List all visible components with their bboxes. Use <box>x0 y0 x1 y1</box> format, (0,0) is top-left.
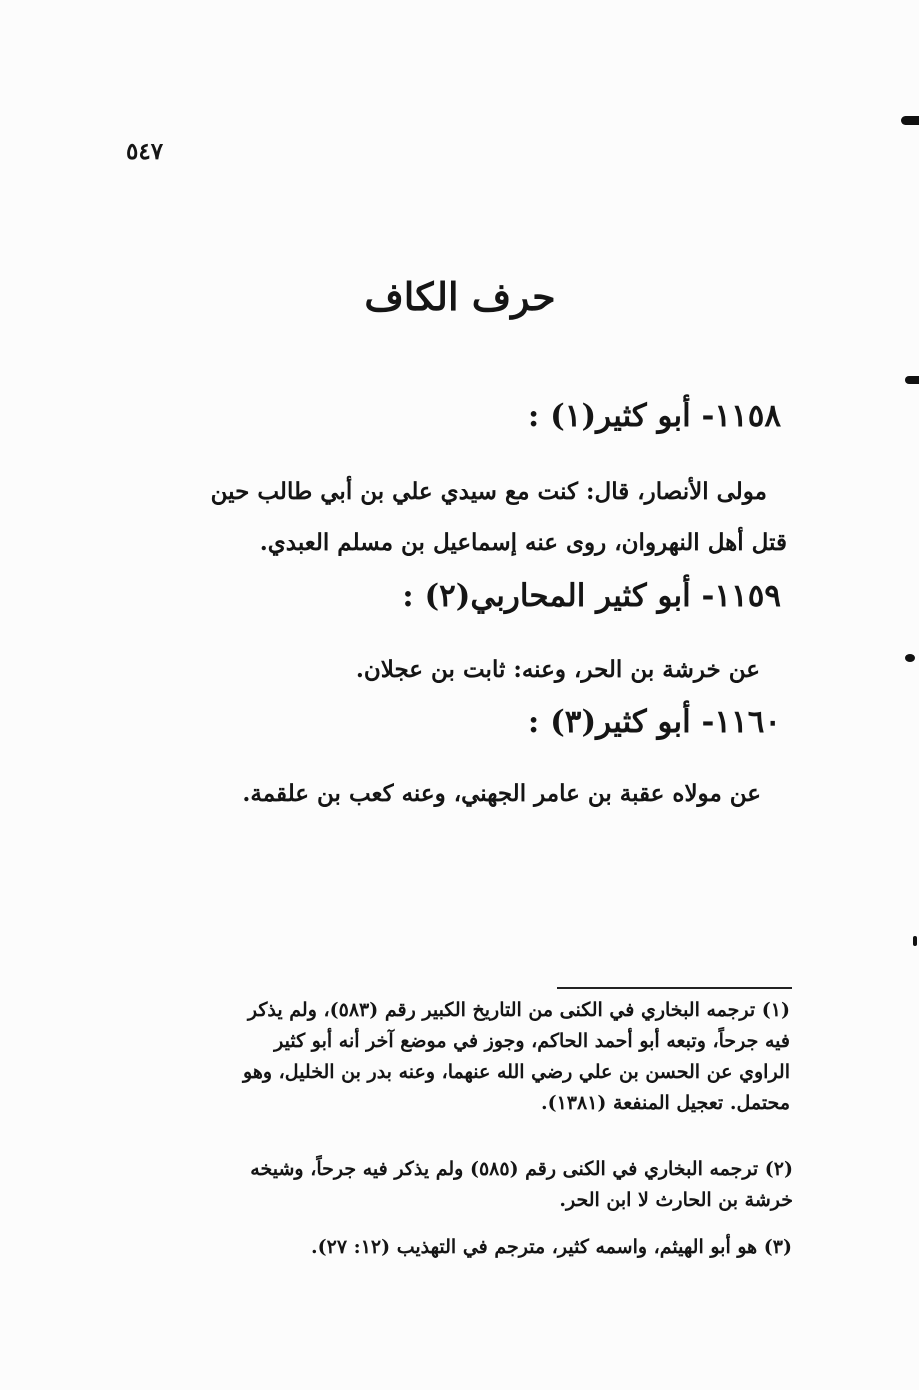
entry-1160-line-1: عن مولاه عقبة بن عامر الجهني، وعنه كعب بن علقمة. <box>242 780 761 807</box>
entry-heading-1158: ١١٥٨- أبو كثير(١) : <box>527 398 781 434</box>
right-margin-mark <box>901 116 919 125</box>
entry-1158-line-2: قتل أهل النهروان، روى عنه إسماعيل بن مسلم العبدي. <box>259 529 787 556</box>
right-margin-mark <box>913 936 917 946</box>
entry-heading-1160: ١١٦٠- أبو كثير(٣) : <box>527 704 781 740</box>
footnote-3: (٣) هو أبو الهيثم، واسمه كثير، مترجم في التهذيب (١٢: ٢٧). <box>311 1236 792 1258</box>
entry-heading-1159: ١١٥٩- أبو كثير المحاربي(٢) : <box>402 578 781 614</box>
footnote-divider <box>557 987 792 989</box>
page-number: ٥٤٧ <box>126 138 164 165</box>
footnote-1: (١) ترجمه البخاري في الكنى من التاريخ الكبير رقم (٥٨٣)، ولم يذكر فيه جرحاً، وتبعه أبو أحمد الحاكم، وجوز في موضع آخر أنه أبو كثير الراوي عن الحسن بن علي رضي الله عنهما، وعنه بدر بن الخليل، وهو محتمل. تعجيل المنفعة (١٣٨١). <box>243 999 790 1114</box>
footnote-2: (٢) ترجمه البخاري في الكنى رقم (٥٨٥) ولم يذكر فيه جرحاً، وشيخه خرشة بن الحارث لا ابن الحر. <box>250 1158 793 1211</box>
entry-1158-line-1: مولى الأنصار، قال: كنت مع سيدي علي بن أبي طالب حين <box>210 478 767 505</box>
chapter-title: حرف الكاف <box>364 274 556 319</box>
right-margin-mark <box>905 376 919 384</box>
entry-1159-line-1: عن خرشة بن الحر، وعنه: ثابت بن عجلان. <box>355 656 760 683</box>
right-margin-mark <box>905 654 915 662</box>
